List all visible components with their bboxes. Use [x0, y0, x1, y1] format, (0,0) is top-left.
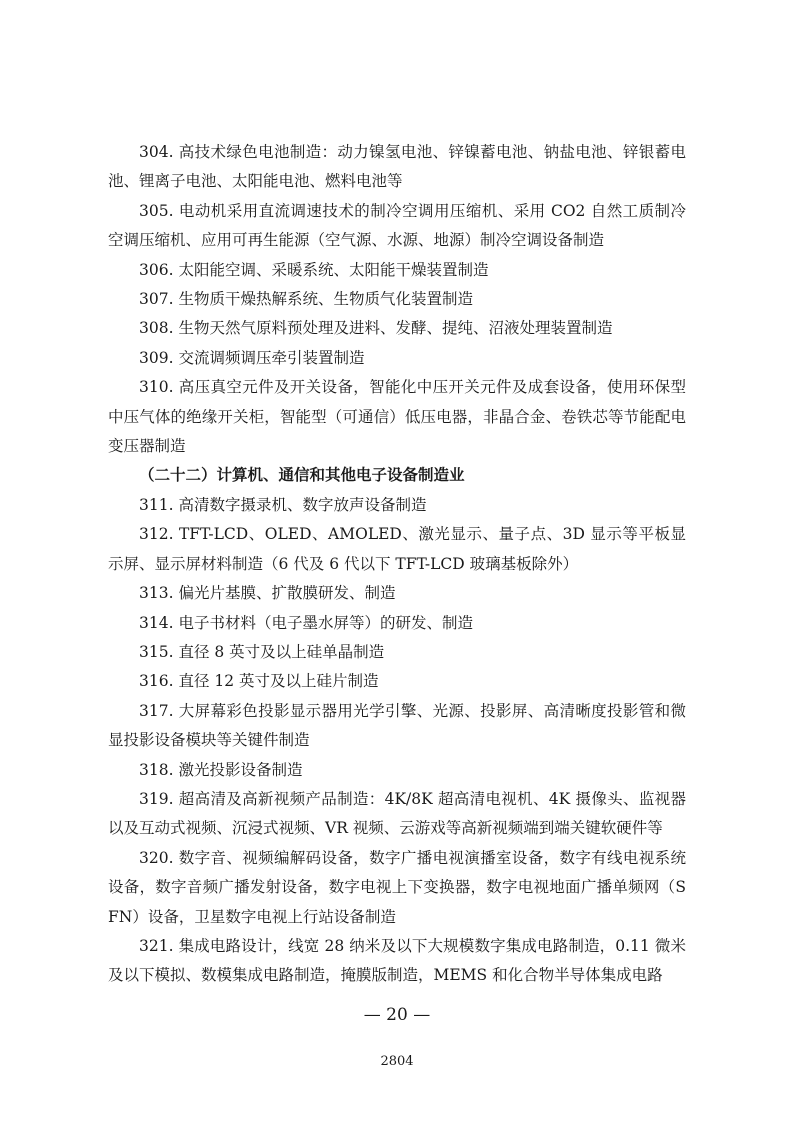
list-item: 306. 太阳能空调、采暖系统、太阳能干燥装置制造 [139, 260, 489, 279]
list-item: 307. 生物质干燥热解系统、生物质气化装置制造 [139, 290, 473, 309]
list-item: 321. 集成电路设计，线宽 28 纳米及以下大规模数字集成电路制造，0.11 微米及以下模拟、数模集成电路制造，掩膜版制造，MEMS 和化合物半导体集成电路 [108, 936, 686, 985]
list-item: 309. 交流调频调压牵引装置制造 [139, 348, 365, 367]
list-item: 305. 电动机采用直流调速技术的制冷空调用压缩机、采用 CO2 自然工质制冷空调压缩机、应用可再生能源（空气源、水源、地源）制冷空调设备制造 [108, 201, 686, 250]
list-item: 304. 高技术绿色电池制造：动力镍氢电池、锌镍蓄电池、钠盐电池、锌银蓄电池、锂离子电池、太阳能电池、燃料电池等 [108, 143, 686, 191]
list-item: 315. 直径 8 英寸及以上硅单晶制造 [139, 642, 385, 661]
list-item: 319. 超高清及高新视频产品制造：4K/8K 超高清电视机、4K 摄像头、监视器以及互动式视频、沉浸式视频、VR 视频、云游戏等高新视频端到端关键软硬件等 [108, 789, 686, 838]
list-item: 308. 生物天然气原料预处理及进料、发酵、提纯、沼液处理装置制造 [139, 319, 613, 338]
section-heading: （二十二）计算机、通信和其他电子设备制造业 [139, 466, 465, 485]
list-item: 310. 高压真空元件及开关设备，智能化中压开关元件及成套设备，使用环保型中压气体的绝缘开关柜，智能型（可通信）低压电器，非晶合金、卷铁芯等节能配电变压器制造 [108, 378, 686, 456]
list-item: 313. 偏光片基膜、扩散膜研发、制造 [139, 584, 396, 603]
list-item: 314. 电子书材料（电子墨水屏等）的研发、制造 [139, 613, 473, 632]
page-number: — 20 — [363, 1005, 431, 1025]
list-item: 311. 高清数字摄录机、数字放声设备制造 [139, 495, 427, 514]
list-item: 312. TFT-LCD、OLED、AMOLED、激光显示、量子点、3D 显示等平板显示屏、显示屏材料制造（6 代及 6 代以下 TFT-LCD 玻璃基板除外） [108, 525, 686, 573]
list-item: 320. 数字音、视频编解码设备，数字广播电视演播室设备，数字有线电视系统设备，数字音频广播发射设备，数字电视上下变换器，数字电视地面广播单频网（SFN）设备，卫星数字电视上行站设备制造 [108, 848, 686, 926]
list-item: 317. 大屏幕彩色投影显示器用光学引擎、光源、投影屏、高清晰度投影管和微显投影设备模块等关键件制造 [108, 701, 686, 750]
list-item: 316. 直径 12 英寸及以上硅片制造 [139, 672, 379, 691]
document-body [108, 138, 686, 991]
list-item: 318. 激光投影设备制造 [139, 760, 303, 779]
footer-number: 2804 [380, 1054, 414, 1069]
